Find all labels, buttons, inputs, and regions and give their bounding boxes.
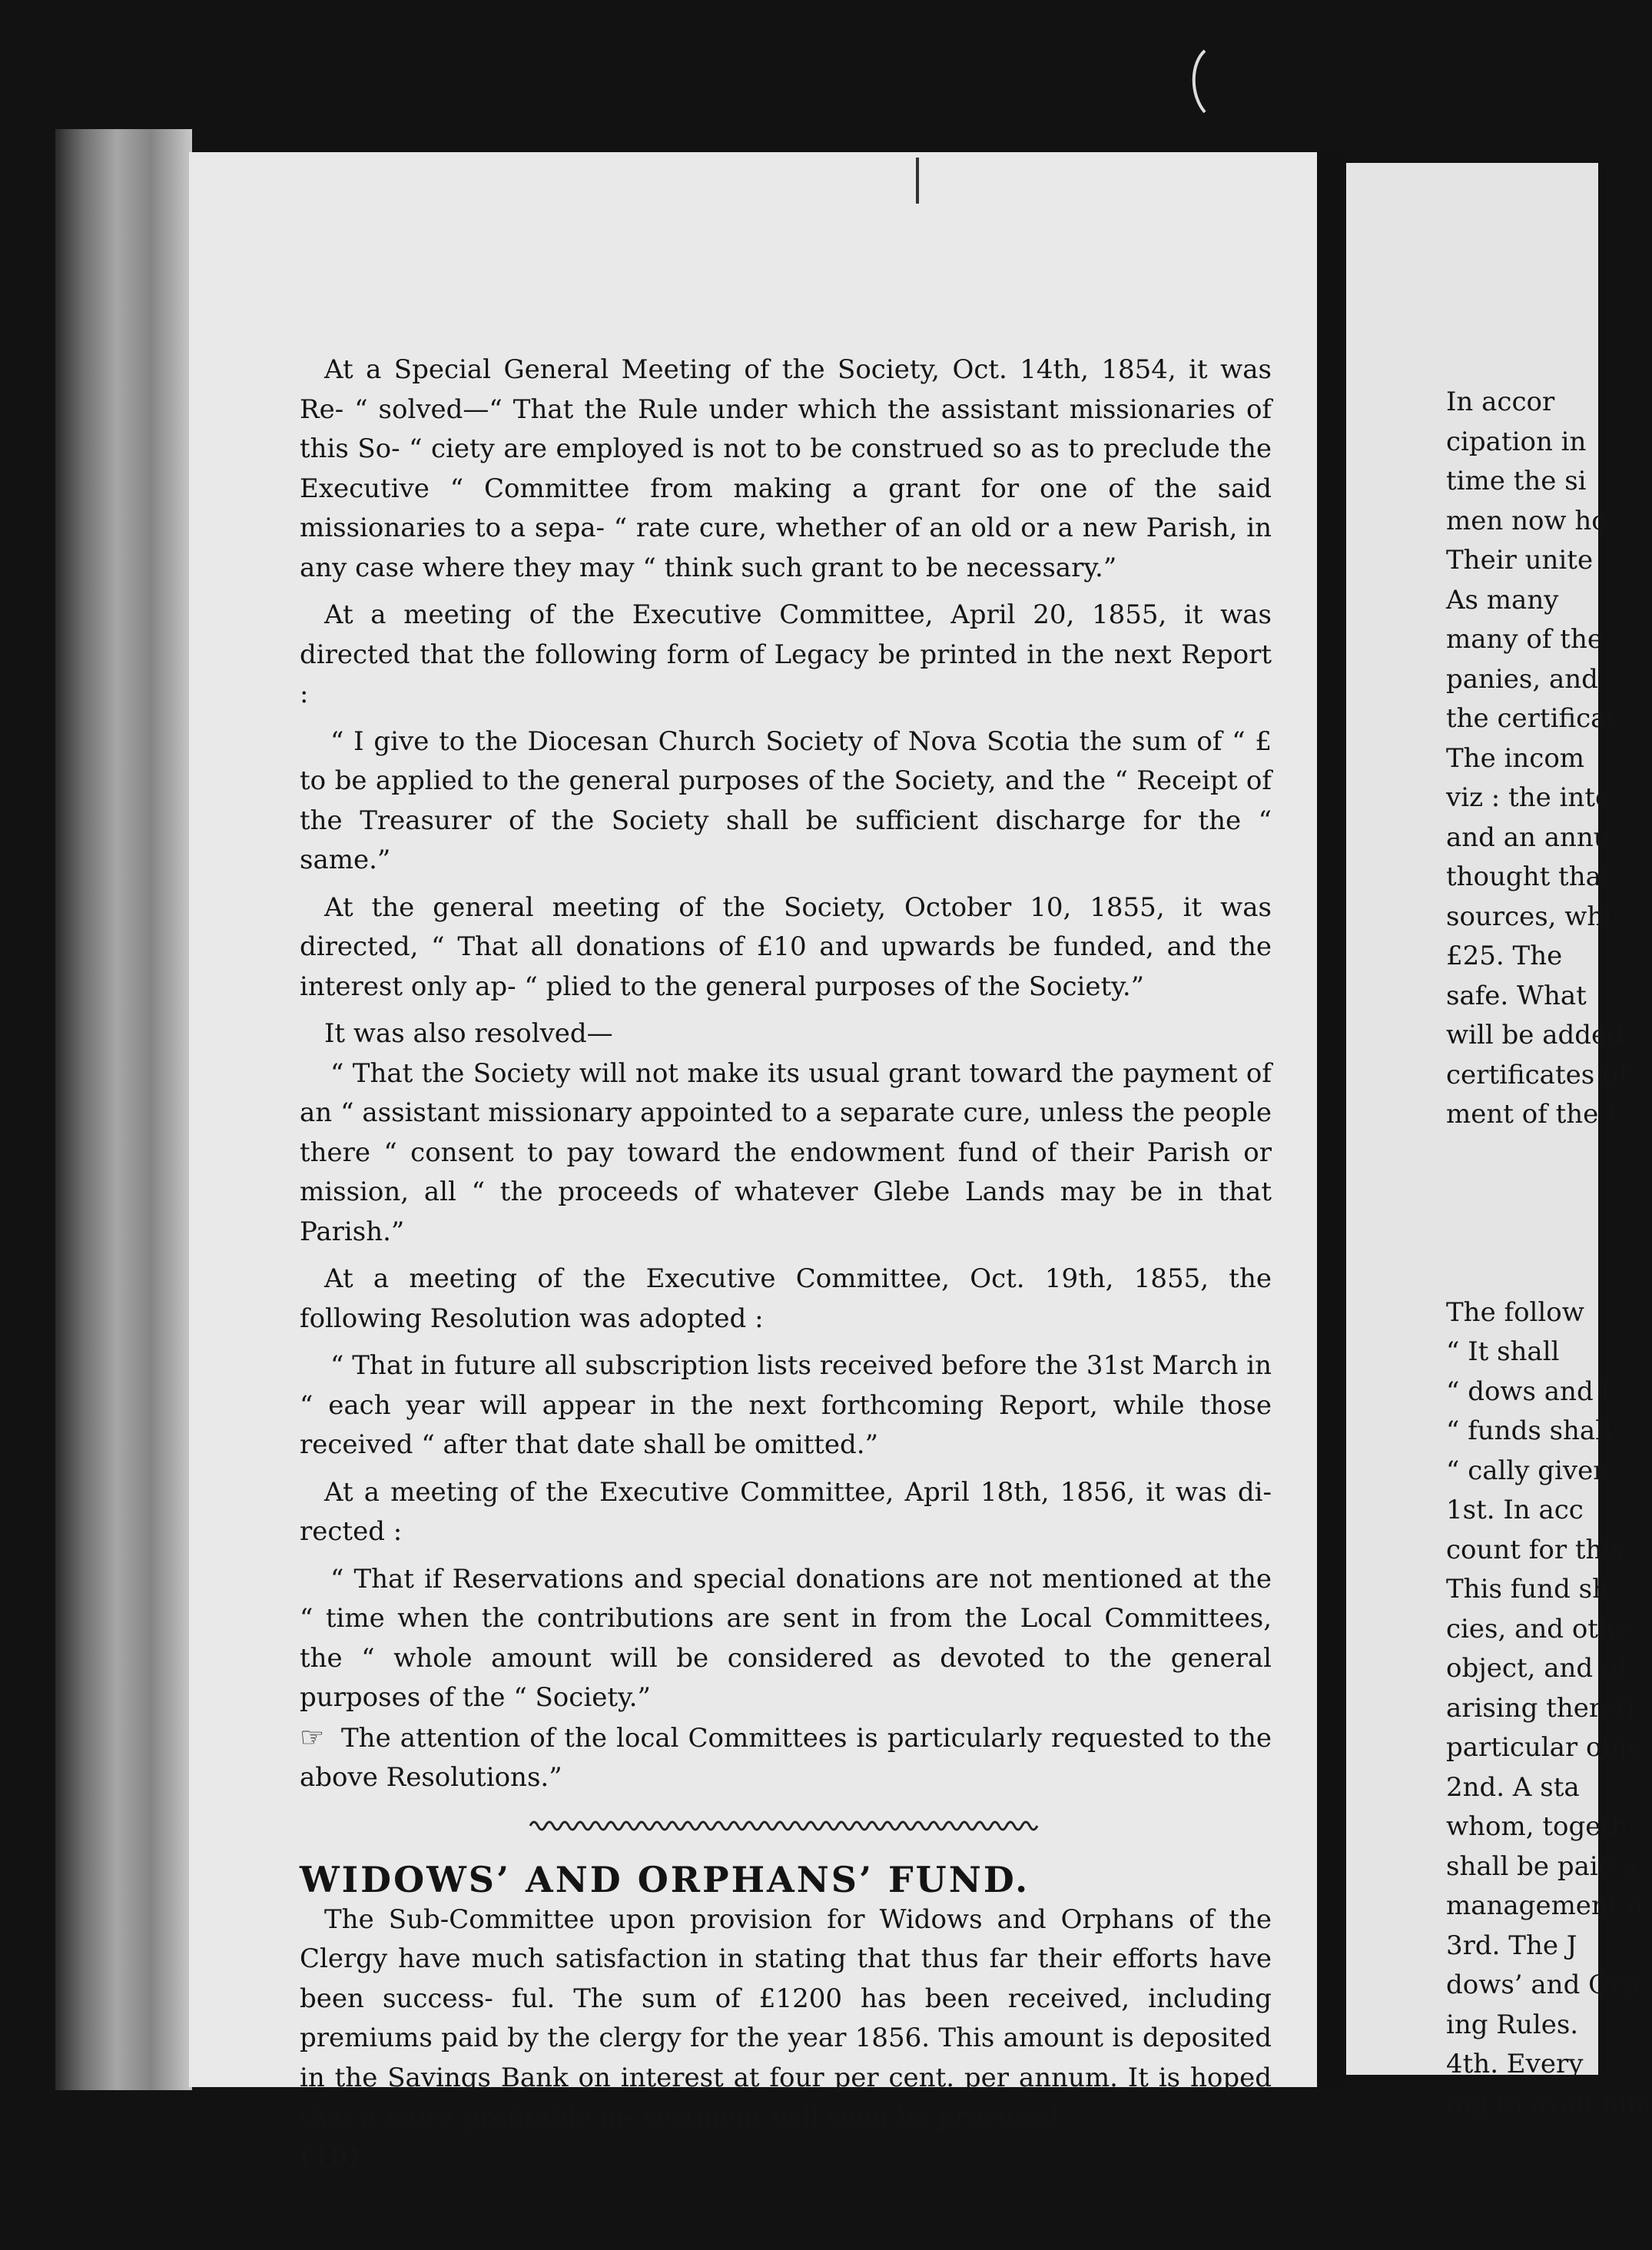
- right-page-line: In accor: [1446, 387, 1555, 417]
- fund-paragraph: The Sub-Committee upon provision for Widows and Orphans of the Clergy have much satisfaction in stating that thus far their efforts have been success- ful. The sum of £1200 has been received, including premiums paid by the clergy for the year 1856. This amount is deposited in the Savings Bank on interest at four per cent. per annum. It is hoped that a more profitable in- vestment will soon be procured.: [300, 1903, 1272, 2132]
- attention-note-text: The attention of the local Committees is particularly requested to the above Resolutions.”: [300, 1722, 1272, 1793]
- left-page-text: [300, 350, 1272, 2177]
- right-page-line: safe. What: [1446, 980, 1587, 1011]
- right-page-line: 2nd. A sta: [1446, 1771, 1580, 1803]
- right-page-line: The follow: [1446, 1296, 1584, 1328]
- right-page-line: cies, and othe: [1446, 1613, 1630, 1644]
- right-page-line: panies, and: [1446, 663, 1598, 695]
- right-page-line: management o: [1446, 1890, 1643, 1921]
- right-page-line: cipation in: [1446, 426, 1587, 457]
- book-spine-edge: [55, 129, 192, 2090]
- pointing-hand-icon: ☞: [300, 1721, 325, 1754]
- right-page-line: “ It shall: [1446, 1336, 1560, 1367]
- resolution-paragraph-5: At a meeting of the Executive Committee, Oct. 19th, 1855, the following Resolution was adopted :: [300, 1263, 1272, 1334]
- resolution-paragraph-1: At a Special General Meeting of the Society, Oct. 14th, 1854, it was Re- “ solved—“ That the Rule under which the assistant missionaries of this So- “ ciety are employed is not to be construed so as to preclude the Executive “ Committee from making a grant for one of the said missionaries to a sepa- “ rate cure, whether of an old or a new Parish, in any case where they may “ think such grant to be necessary.”: [300, 354, 1272, 583]
- right-page-line: “ funds shall: [1446, 1415, 1612, 1446]
- right-page-line: ment of the f: [1446, 1099, 1617, 1130]
- right-page-line: The incom: [1446, 742, 1585, 774]
- right-page-line: thought that: [1446, 861, 1612, 892]
- right-page-line: shall be paid a: [1446, 1850, 1639, 1882]
- resolution-quote-reservations: “ That if Reservations and special donations are not mentioned at the “ time when the contributions are sent in from the Local Committees, the “ whole amount will be considered as devoted to the general purposes of the “ Society.”: [300, 1563, 1272, 1713]
- right-page-line: men now ho: [1446, 505, 1607, 536]
- fold-mark: [916, 158, 919, 204]
- right-page-line: arising therefr: [1446, 1692, 1640, 1724]
- right-page-line: 1st. In acc: [1446, 1495, 1584, 1525]
- right-page-line: “ cally given: [1446, 1455, 1611, 1486]
- right-page-line: many of the: [1446, 624, 1603, 655]
- wavy-divider: [300, 1810, 1272, 1841]
- right-page-line: [1446, 1174, 1598, 1214]
- right-page-line: £25. The: [1446, 941, 1563, 971]
- right-page-line: whom, togeth: [1446, 1811, 1628, 1842]
- page-gutter: [1317, 152, 1346, 2087]
- legacy-form-quote: “ I give to the Diocesan Church Society of Nova Scotia the sum of “ £ to be applied to the general purposes of the Society, and the “ Receipt of the Treasurer of the Society shall be sufficient discharge for the “ same.”: [300, 725, 1272, 875]
- right-page-line: the certificat: [1446, 703, 1617, 734]
- right-page-line: Their unite: [1446, 545, 1594, 576]
- right-page-line: viz : the inte: [1446, 782, 1611, 813]
- resolution-paragraph-3: At the general meeting of the Society, October 10, 1855, it was directed, “ That all donations of £10 and upwards be funded, and the interest only ap- “ plied to the general purposes of the Society.”: [300, 891, 1272, 1002]
- right-page-line: [1446, 1135, 1598, 1175]
- right-page-line: [1446, 1214, 1598, 1254]
- right-page-line: ing Rules.: [1446, 2009, 1579, 2040]
- right-page-line: object, and of: [1446, 1653, 1627, 1684]
- right-page-line: certificates of: [1446, 1059, 1629, 1090]
- resolution-paragraph-2: At a meeting of the Executive Committee, April 20, 1855, it was directed that the following form of Legacy be printed in the next Report :: [300, 599, 1272, 709]
- right-page-line: count for this: [1446, 1534, 1624, 1565]
- resolution-paragraph-6: At a meeting of the Executive Committee, April 18th, 1856, it was di- rected :: [300, 1476, 1272, 1547]
- right-page-text: [1446, 383, 1652, 2124]
- right-page-line: will be added: [1446, 1020, 1624, 1050]
- right-page-line: ing to avail him: [1446, 2088, 1652, 2119]
- right-page-line: 3rd. The J: [1446, 1930, 1577, 1961]
- resolution-paragraph-4: It was also resolved—: [324, 1018, 613, 1049]
- right-page-line: and an annu: [1446, 821, 1611, 853]
- right-page-line: sources, whi: [1446, 901, 1613, 932]
- resolution-quote-subscription: “ That in future all subscription lists received before the 31st March in “ each year will appear in the next forthcoming Report, while those received “ after that date shall be omitted.”: [300, 1350, 1272, 1460]
- right-page-line: As many: [1446, 584, 1559, 616]
- right-page-line: dows’ and Orp: [1446, 1970, 1640, 2000]
- right-page-line: This fund sh: [1446, 1574, 1610, 1605]
- right-page-line: “ dows and C: [1446, 1376, 1622, 1407]
- right-page-line: 4th. Every: [1446, 2049, 1584, 2079]
- bracket-mark-icon: [1182, 48, 1212, 117]
- resolution-quote-grant: “ That the Society will not make its usual grant toward the payment of an “ assistant missionary appointed to a separate cure, unless the people there “ consent to pay toward the endowment fund of their Parish or mission, all “ the proceeds of whatever Glebe Lands may be in that Parish.”: [300, 1057, 1272, 1247]
- right-page-line: time the si: [1446, 466, 1587, 496]
- right-page-line: particular obje: [1446, 1732, 1642, 1763]
- right-page-line: [1446, 1253, 1598, 1293]
- section-heading: WIDOWS’ AND ORPHANS’ FUND.: [300, 1859, 1030, 1900]
- page-number: (10): [300, 2141, 361, 2172]
- attention-note: [300, 1718, 1272, 1798]
